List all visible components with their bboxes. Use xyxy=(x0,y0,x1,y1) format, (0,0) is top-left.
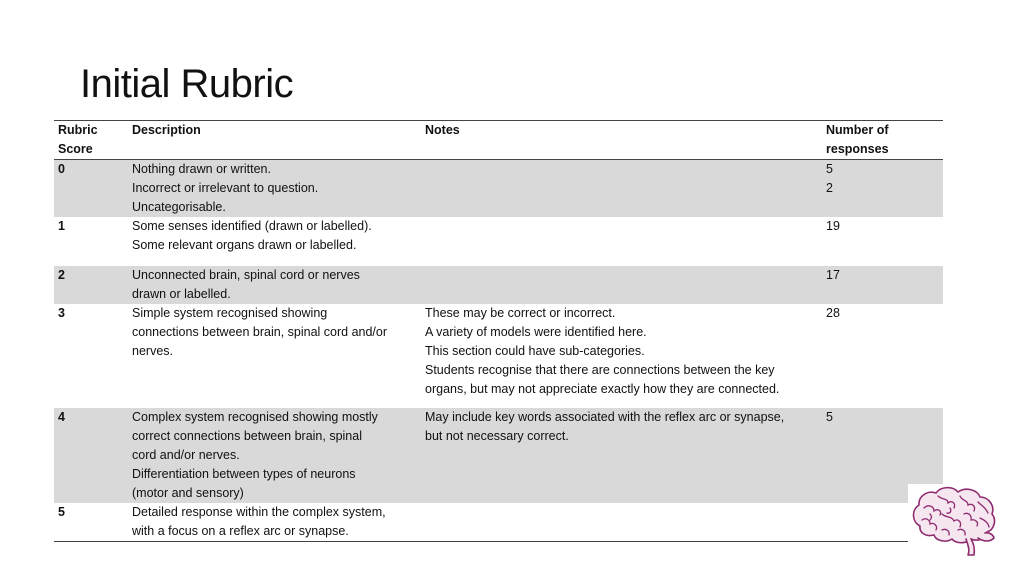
responses-value: 2 xyxy=(826,181,833,195)
notes-line: May include key words associated with the reflex arc or synapse, xyxy=(425,410,785,424)
description-line: Differentiation between types of neurons xyxy=(132,467,356,481)
row-score: 1 xyxy=(58,219,65,233)
description-line: nerves. xyxy=(132,344,173,358)
description-line: Incorrect or irrelevant to question. xyxy=(132,181,319,195)
row-notes xyxy=(421,266,822,304)
brain-image xyxy=(908,484,998,558)
row-score: 4 xyxy=(54,408,128,503)
header-score-line-1: Rubric xyxy=(58,123,98,137)
brain-icon xyxy=(908,484,998,558)
description-line: Complex system recognised showing mostly xyxy=(132,410,378,424)
row-notes xyxy=(421,408,822,503)
table-row xyxy=(54,304,943,408)
responses-value: 5 xyxy=(826,162,833,176)
notes-line: Students recognise that there are connections between the key xyxy=(425,363,775,377)
responses-value: 5 xyxy=(826,410,833,424)
responses-value: 17 xyxy=(826,268,840,282)
description-line: Some senses identified (drawn or labelled). xyxy=(132,219,372,233)
row-responses xyxy=(822,160,943,218)
description-line: with a focus on a reflex arc or synapse. xyxy=(132,524,349,538)
row-description xyxy=(128,503,421,542)
row-responses xyxy=(822,304,943,408)
notes-line: This section could have sub-categories. xyxy=(425,344,645,358)
header-responses-line-2: responses xyxy=(826,142,889,156)
row-description xyxy=(128,408,421,503)
table-row xyxy=(54,408,943,503)
description-line: correct connections between brain, spinal xyxy=(132,429,362,443)
description-line: Unconnected brain, spinal cord or nerves xyxy=(132,268,360,282)
description-line: Some relevant organs drawn or labelled. xyxy=(132,238,357,252)
table-row xyxy=(54,266,943,304)
slide-title: Initial Rubric xyxy=(80,62,294,106)
row-description xyxy=(128,160,421,218)
row-description xyxy=(128,217,421,266)
row-responses xyxy=(822,217,943,266)
notes-line: These may be correct or incorrect. xyxy=(425,306,616,320)
row-score: 3 xyxy=(58,306,65,320)
header-score xyxy=(54,121,128,160)
table-row xyxy=(54,160,943,218)
row-notes xyxy=(421,503,822,542)
row-notes xyxy=(421,160,822,218)
row-description xyxy=(128,266,421,304)
header-row xyxy=(54,121,943,160)
header-responses xyxy=(822,121,943,160)
responses-value: 28 xyxy=(826,306,840,320)
row-score: 0 xyxy=(54,160,128,218)
row-score: 5 xyxy=(58,505,65,519)
description-line: connections between brain, spinal cord and/or xyxy=(132,325,388,339)
notes-line: but not necessary correct. xyxy=(425,429,569,443)
row-notes xyxy=(421,304,822,408)
row-responses xyxy=(822,266,943,304)
table-row xyxy=(54,217,943,266)
header-score-line-2: Score xyxy=(58,142,93,156)
row-notes xyxy=(421,217,822,266)
description-line: Nothing drawn or written. xyxy=(132,162,271,176)
header-notes: Notes xyxy=(425,123,460,137)
header-description: Description xyxy=(132,123,201,137)
responses-value: 19 xyxy=(826,219,840,233)
description-line: (motor and sensory) xyxy=(132,486,244,500)
notes-line: organs, but may not appreciate exactly how they are connected. xyxy=(425,382,780,396)
notes-line: A variety of models were identified here. xyxy=(425,325,647,339)
rubric-table xyxy=(54,120,943,542)
table-row xyxy=(54,503,943,542)
header-responses-line-1: Number of xyxy=(826,123,889,137)
row-description xyxy=(128,304,421,408)
description-line: Simple system recognised showing xyxy=(132,306,328,320)
row-score: 2 xyxy=(54,266,128,304)
description-line: Detailed response within the complex system, xyxy=(132,505,386,519)
description-line: drawn or labelled. xyxy=(132,287,231,301)
description-line: cord and/or nerves. xyxy=(132,448,240,462)
description-line: Uncategorisable. xyxy=(132,200,226,214)
